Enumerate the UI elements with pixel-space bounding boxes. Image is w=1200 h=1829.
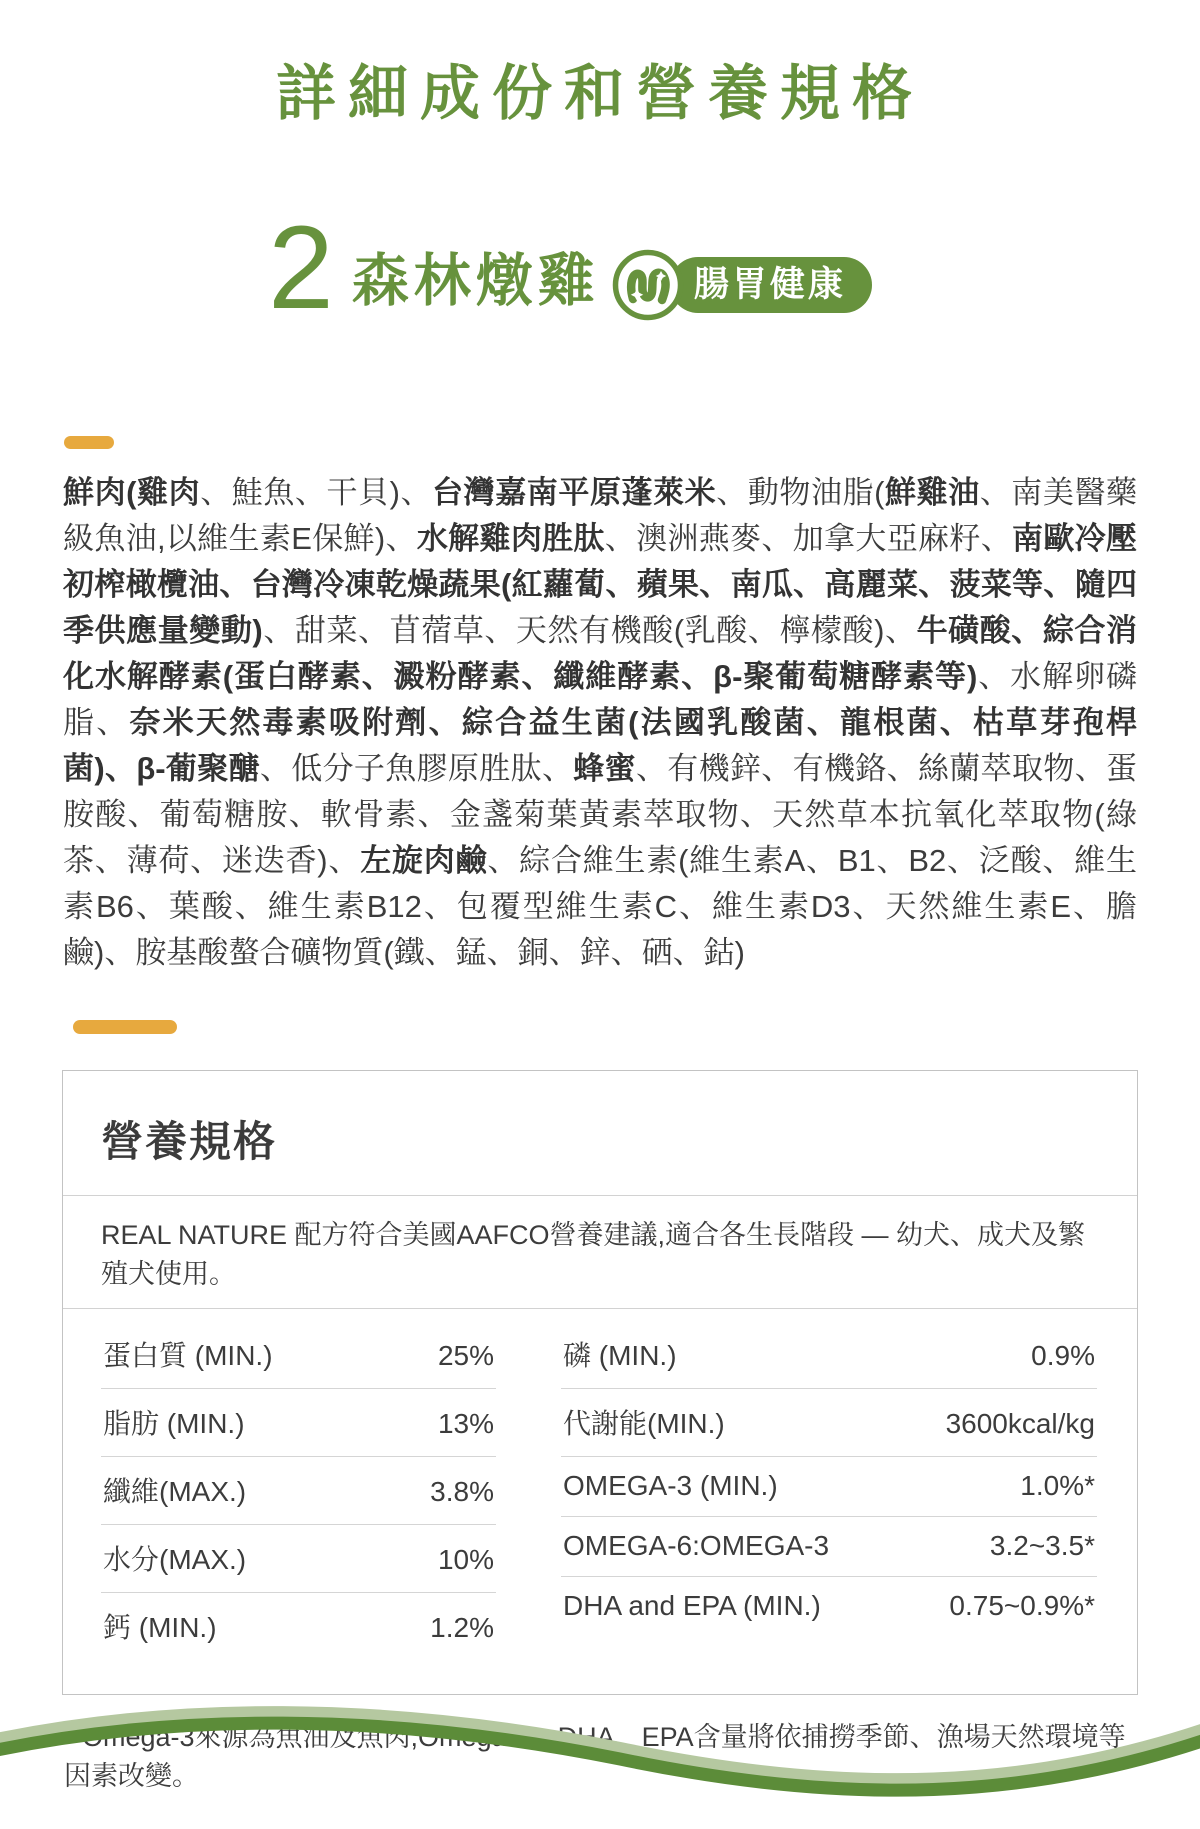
- ingredient-segment: 、動物油脂(: [716, 474, 885, 510]
- product-header: [0, 202, 1170, 334]
- nutrition-value: 3.8%: [430, 1475, 494, 1507]
- ingredient-segment: 、有機鋅、有機鉻、絲蘭萃取物、蛋胺酸、葡萄糖胺、軟骨素、金盞菊葉黃素萃取物、天然草本抗氧化萃取物(綠茶、薄荷、迷迭香)、: [63, 750, 1137, 878]
- ingredients-paragraph: [63, 470, 1137, 976]
- divider-bar-top: [64, 436, 114, 449]
- nutrition-label: 磷 (MIN.): [563, 1339, 677, 1371]
- nutrition-row: [101, 1457, 496, 1525]
- badge-pill: [670, 257, 872, 313]
- nutrition-label: OMEGA-6:OMEGA-3: [563, 1529, 830, 1561]
- nutrition-row: [561, 1577, 1097, 1636]
- nutrition-label: OMEGA-3 (MIN.): [563, 1469, 778, 1501]
- nutrition-label: DHA and EPA (MIN.): [563, 1589, 821, 1621]
- nutrition-value: 0.9%: [1031, 1339, 1095, 1371]
- badge-label: 腸胃健康: [693, 265, 846, 305]
- nutrition-value: 25%: [437, 1339, 494, 1371]
- nutrition-value: 3.2~3.5*: [989, 1529, 1095, 1561]
- nutrition-value: 1.0%*: [1020, 1469, 1095, 1501]
- nutrition-value: 1.2%: [430, 1611, 494, 1643]
- product-number: 2: [268, 202, 334, 334]
- nutrition-title: 營養規格: [101, 1117, 278, 1165]
- aafco-note: REAL NATURE 配方符合美國AAFCO營養建議,適合各生長階段 — 幼犬、成犬及繁殖犬使用。: [63, 1195, 1137, 1309]
- nutrition-row: [101, 1525, 496, 1593]
- nutrition-row: [561, 1457, 1097, 1517]
- nutrition-value: 0.75~0.9%*: [949, 1589, 1095, 1621]
- ingredient-segment: 鮮肉(雞肉: [63, 474, 201, 510]
- nutrition-value: 3600kcal/kg: [945, 1407, 1095, 1439]
- nutrition-table: [63, 1309, 1137, 1694]
- ingredient-segment: 台灣嘉南平原蓬萊米: [432, 474, 717, 510]
- nutrition-row: [561, 1389, 1097, 1457]
- nutrition-label: 代謝能(MIN.): [563, 1407, 725, 1439]
- nutrition-label: 水分(MAX.): [103, 1543, 247, 1575]
- ingredient-segment: 左旋肉鹼: [360, 842, 488, 878]
- nutrition-label: 纖維(MAX.): [103, 1475, 247, 1507]
- health-badge: [612, 249, 872, 323]
- ingredient-segment: 牛磺酸、綜合消化水解酵素(蛋白酵素、澱粉酵素、纖維酵素、β-聚葡萄糖酵素等): [63, 612, 1138, 694]
- ingredient-segment: 、澳洲燕麥、加拿大亞麻籽、: [604, 520, 1013, 556]
- nutrition-label: 鈣 (MIN.): [103, 1611, 217, 1643]
- ingredient-segment: 水解雞肉胜肽: [416, 520, 605, 556]
- ingredient-segment: 、南美醫藥級魚油,以維生素E保鮮)、: [63, 474, 1138, 556]
- nutrition-row: [101, 1593, 496, 1660]
- wave-decoration: [0, 1659, 1200, 1829]
- nutrition-box: [62, 1070, 1138, 1695]
- nutrition-row: [561, 1321, 1097, 1389]
- nutrition-column-left: [101, 1321, 496, 1660]
- nutrition-column-right: [561, 1321, 1097, 1660]
- ingredient-segment: 奈米天然毒素吸附劑、綜合益生菌(法國乳酸菌、龍根菌、枯草芽孢桿菌)、β-葡聚醣: [63, 704, 1137, 786]
- product-name: 森林燉雞: [351, 248, 600, 313]
- ingredient-segment: 、甜菜、苜蓿草、天然有機酸(乳酸、檸檬酸)、: [262, 612, 917, 648]
- ingredient-segment: 南歐冷壓初榨橄欖油、台灣冷凍乾燥蔬果(紅蘿蔔、蘋果、南瓜、高麗菜、菠菜等、隨四季供應量變動): [63, 520, 1138, 648]
- nutrition-row: [561, 1517, 1097, 1577]
- omega-footnote: * Omega-3來源為魚油及魚肉,Omega-3、DHA、EPA含量將依捕撈季節、漁場天然環境等因素改變。: [64, 1721, 1126, 1791]
- divider-bar-bottom: [73, 1020, 177, 1034]
- ingredient-segment: 蜂蜜: [573, 750, 636, 786]
- nutrition-row: [101, 1321, 496, 1389]
- ingredient-segment: 、綜合維生素(維生素A、B1、B2、泛酸、維生素B6、葉酸、維生素B12、包覆型維生素C、維生素D3、天然維生素E、膽鹼)、胺基酸螯合礦物質(鐵、錳、銅、鋅、硒、鈷): [63, 842, 1137, 970]
- gut-icon: [612, 249, 684, 321]
- ingredient-segment: 鮮雞油: [884, 474, 980, 510]
- nutrition-label: 蛋白質 (MIN.): [103, 1339, 273, 1371]
- page-title: 詳細成份和營養規格: [276, 60, 924, 127]
- nutrition-value: 10%: [437, 1543, 494, 1575]
- nutrition-value: 13%: [437, 1407, 494, 1439]
- ingredient-segment: 、低分子魚膠原胜肽、: [259, 750, 574, 786]
- ingredient-segment: 、鮭魚、干貝)、: [200, 474, 433, 510]
- nutrition-label: 脂肪 (MIN.): [103, 1407, 245, 1439]
- nutrition-row: [101, 1389, 496, 1457]
- ingredient-segment: 、水解卵磷脂、: [63, 658, 1138, 740]
